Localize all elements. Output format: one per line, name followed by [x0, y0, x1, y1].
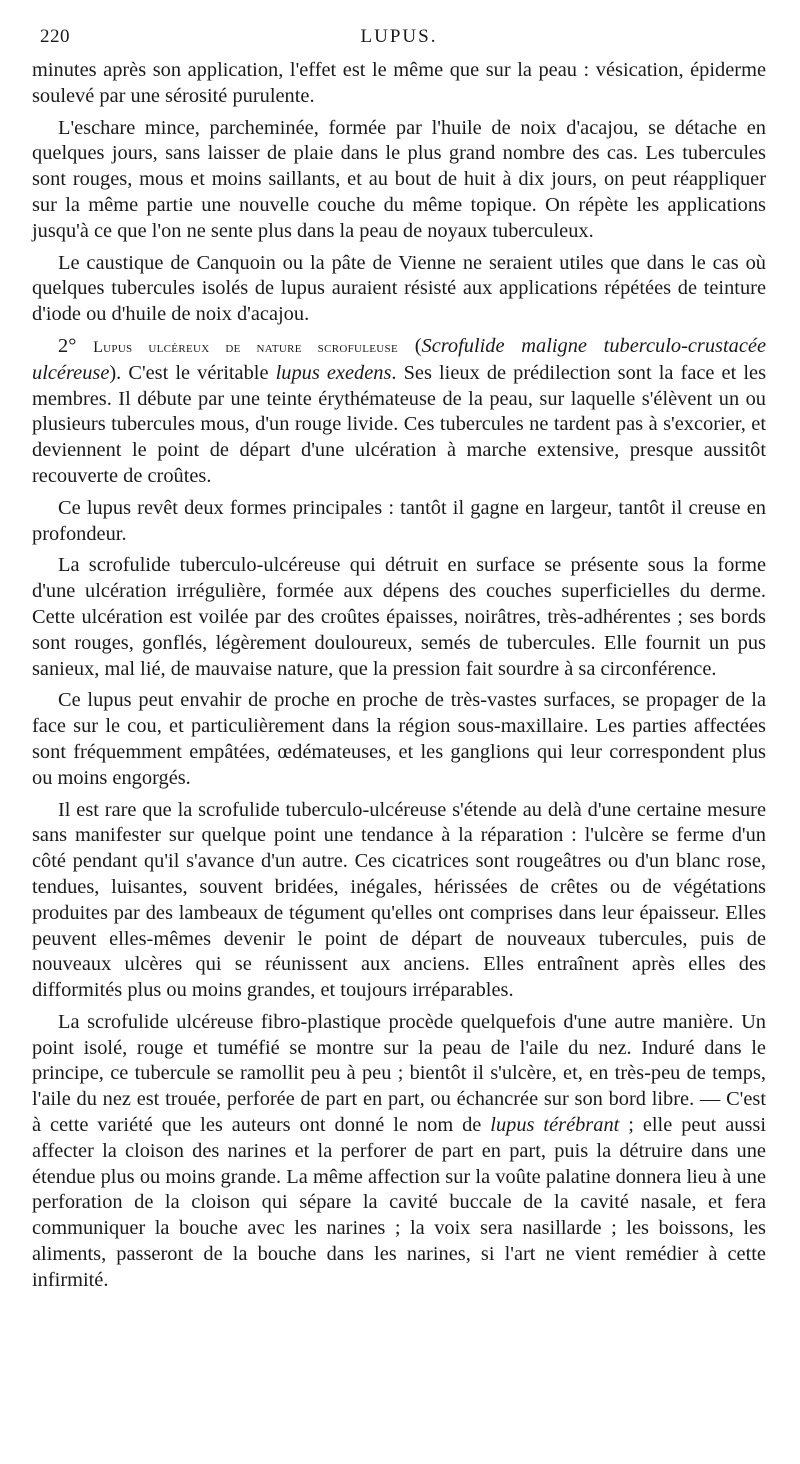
text-run: ( — [397, 334, 422, 357]
paragraph — [32, 553, 766, 682]
paragraph — [32, 1010, 766, 1294]
section-heading: Lupus ulcéreux de nature scrofuleuse — [93, 338, 398, 356]
text-run: Ce lupus revêt deux formes principales : tantôt il gagne en largeur, tantôt il creuse en profondeur. — [32, 496, 766, 545]
running-title: LUPUS. — [360, 26, 438, 47]
paragraph — [32, 251, 766, 328]
text-run: La scrofulide tuberculo-ulcéreuse qui détruit en surface se présente sous la forme d'une ulcération irrégulière, formée aux dépens des couches superficielles du derme. Cette ulcération est voilée par des croûtes épaisses, noirâtres, très-adhérentes ; ses bords sont rouges, gonflés, légèrement douloureux, semés de tubercules. Elle fournit un pus sanieux, mal lié, de mauvaise nature, que la pression fait sourdre à sa circonférence. — [32, 554, 766, 680]
text-run: minutes après son application, l'effet est le même que sur la peau : vésication, épiderme soulevé par une sérosité purulente. — [32, 59, 766, 107]
text-run: La scrofulide ulcéreuse fibro-plastique procède quelquefois d'une autre manière. Un point isolé, rouge et tuméfié se montre sur la peau de l'aile du nez. Induré dans le principe, ce tubercule se ramollit peu à peu ; bientôt il s'ulcère, et, en très-peu de temps, l'aile du nez est trouée, perforée de part en part, ou échancrée sur son bord libre. — C'est à cette variété que les auteurs ont donné le nom de — [32, 1010, 766, 1137]
text-run: L'eschare mince, parcheminée, formée par l'huile de noix d'acajou, se détache en quelques jours, sans laisser de plaie dans le plus grand nombre des cas. Les tubercules sont rouges, mous et moins saillants, et au bout de huit à dix jours, on peut réappliquer sur la même partie une nouvelle couche du même topique. On répète les applications jusqu'à ce que l'on ne sente plus dans la peau de noyaux tuberculeux. — [32, 116, 766, 242]
text-run: Le caustique de Canquoin ou la pâte de Vienne ne seraient utiles que dans le cas où quelques tubercules isolés de lupus auraient résisté aux applications répétées de teinture d'iode ou d'huile de noix d'acajou. — [32, 251, 766, 326]
body-text — [32, 58, 766, 1294]
italic-term: Scrofulide maligne tuberculo-crustacée ulcéreuse — [32, 334, 766, 384]
document-page — [32, 26, 766, 1300]
paragraph — [32, 496, 766, 548]
text-run: Ce lupus peut envahir de proche en proche de très-vastes surfaces, se propager de la face sur le cou, et particulièrement dans la région sous-maxillaire. Les parties affectées sont fréquemment empâtées, œdémateuses, et les ganglions qui leur correspondent plus ou moins engorgés. — [32, 689, 766, 789]
italic-term: lupus exedens — [275, 361, 392, 384]
italic-term: lupus térébrant — [490, 1114, 620, 1137]
paragraph — [32, 688, 766, 791]
running-head — [32, 26, 766, 58]
text-run: . Ses lieux de prédilection sont la face et les membres. Il débute par une teinte érythémateuse de la peau, sur laquelle s'élèvent un ou plusieurs tubercules mous, d'un rouge livide. Ces tubercules ne tardent pas à s'excorier, et deviennent le point de départ d'une ulcération à marche extensive, presque aussitôt recouverte de croûtes. — [32, 361, 767, 487]
page-number: 220 — [40, 26, 70, 47]
text-run: ). C'est le véritable — [109, 361, 276, 384]
paragraph — [32, 58, 766, 110]
paragraph — [32, 116, 766, 245]
text-run: Il est rare que la scrofulide tuberculo-ulcéreuse s'étende au delà d'une certaine mesure sans manifester sur quelque point une tendance à la réparation : l'ulcère se ferme d'un côté pendant qu'il s'avance d'un autre. Ces cicatrices sont rougeâtres ou d'un blanc rose, tendues, luisantes, souvent bridées, inégales, hérissées de crêtes ou de végétations produites par des lambeaux de tégument qu'elles ont comprises dans leur épaisseur. Elles peuvent elles-mêmes devenir le point de départ de nouveaux tubercules, puis de nouveaux ulcères qui se réunissent aux anciens. Elles entraînent après elles des difformités plus ou moins grandes, et toujours irréparables. — [32, 798, 766, 1002]
text-run: 2° — [58, 334, 94, 357]
text-run: ; elle peut aussi affecter la cloison des narines et la perforer de part en part, puis la détruire dans une étendue plus ou moins grande. La même affection sur la voûte palatine donnera lieu à une perforation de la cloison qui sépare la cavité buccale de la cavité nasale, et fera communiquer la bouche avec les narines ; la voix sera nasillarde ; les boissons, les aliments, passeront de la bouche dans les narines, si l'art ne vient remédier à cette infirmité. — [32, 1114, 767, 1291]
paragraph — [32, 798, 766, 1004]
paragraph — [32, 334, 766, 490]
